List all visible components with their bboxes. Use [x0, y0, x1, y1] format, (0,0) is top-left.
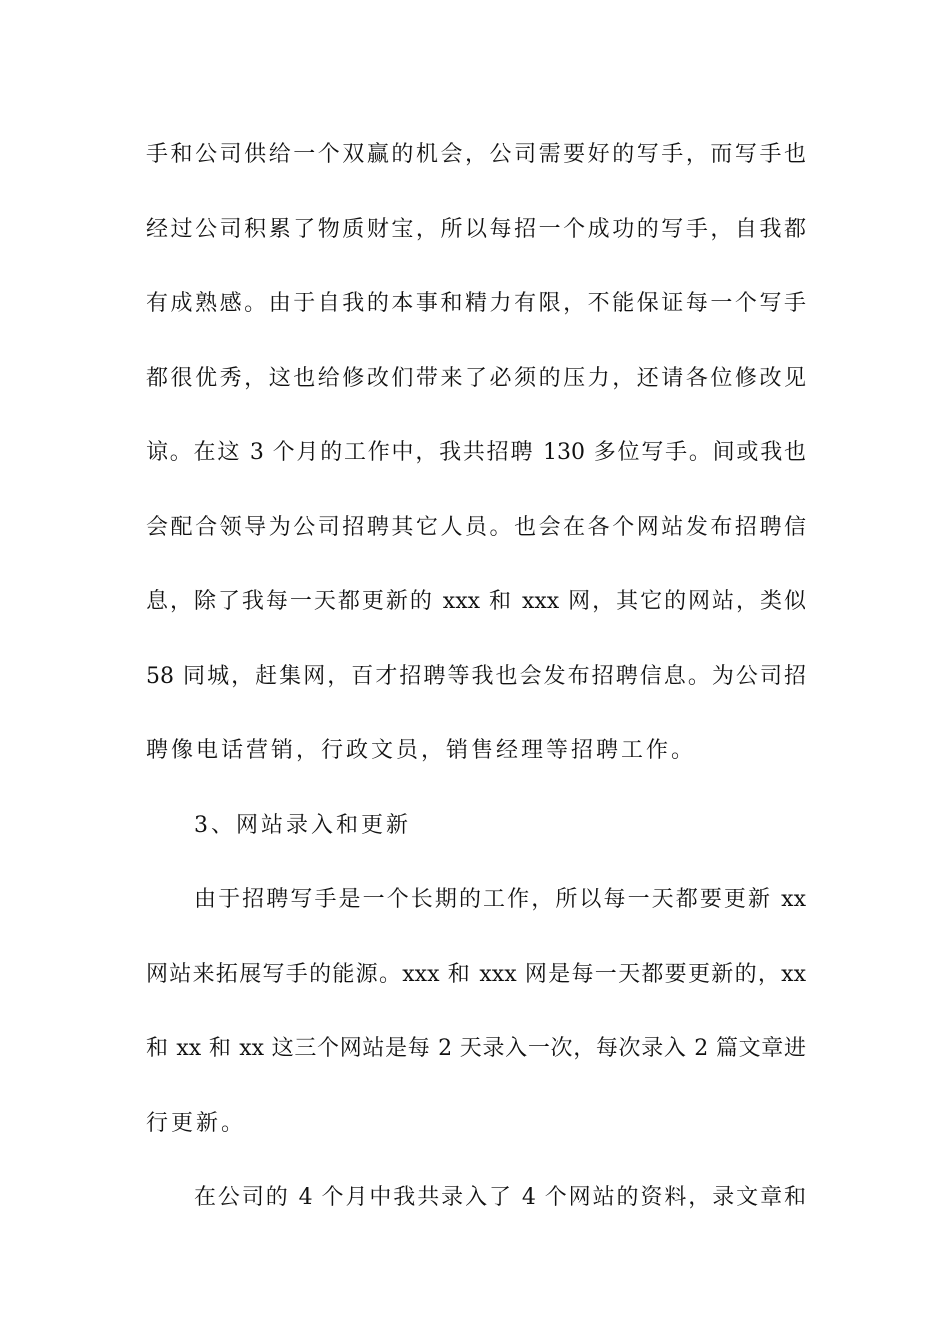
text-line: 在公司的 4 个月中我共录入了 4 个网站的资料，录文章和: [194, 1185, 806, 1210]
text-line: 有成熟感。由于自我的本事和精力有限，不能保证每一个写手: [146, 291, 806, 316]
text-line: 聘像电话营销，行政文员，销售经理等招聘工作。: [146, 738, 697, 763]
text-line: 谅。在这 3 个月的工作中，我共招聘 130 多位写手。间或我也: [146, 440, 806, 465]
text-line: 由于招聘写手是一个长期的工作，所以每一天都要更新 xx: [194, 887, 806, 912]
text-line: 和 xx 和 xx 这三个网站是每 2 天录入一次，每次录入 2 篇文章进: [146, 1036, 806, 1061]
text-line: 息，除了我每一天都更新的 xxx 和 xxx 网，其它的网站，类似: [146, 589, 806, 614]
text-line: 会配合领导为公司招聘其它人员。也会在各个网站发布招聘信: [146, 514, 806, 540]
text-line: 都很优秀，这也给修改们带来了必须的压力，还请各位修改见: [146, 365, 806, 391]
text-line: 经过公司积累了物质财宝，所以每招一个成功的写手，自我都: [146, 216, 806, 242]
document-body: [146, 132, 806, 1250]
text-line: 行更新。: [146, 1110, 247, 1136]
text-line: 手和公司供给一个双赢的机会，公司需要好的写手，而写手也: [146, 142, 806, 167]
section-heading: 3、网站录入和更新: [194, 812, 411, 838]
text-line: 58 同城，赶集网，百才招聘等我也会发布招聘信息。为公司招: [146, 663, 806, 689]
text-line: 网站来拓展写手的能源。xxx 和 xxx 网是每一天都要更新的，xx: [146, 961, 806, 987]
